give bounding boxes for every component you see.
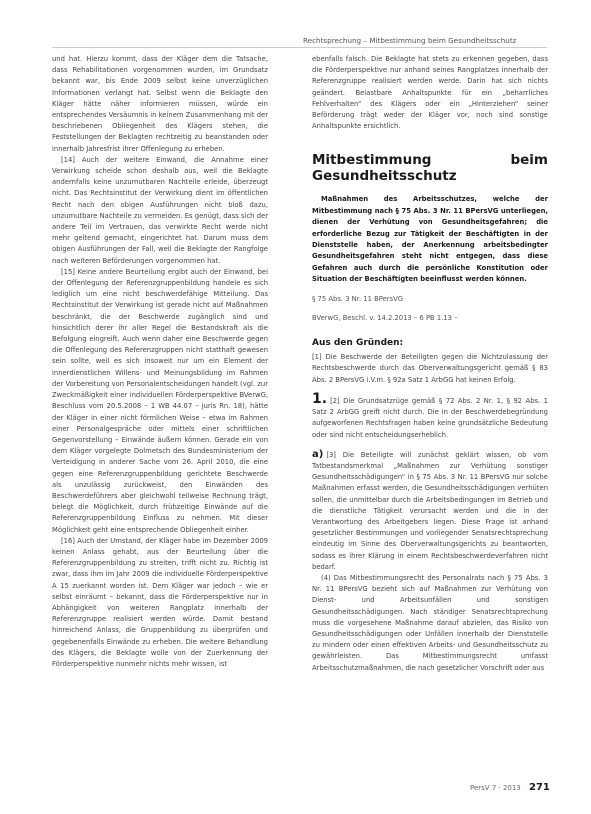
lettered-paragraph xyxy=(312,449,548,573)
paragraph-text: [3] Die Beteiligte will zunächst geklärt wissen, ob vom Tatbestandsmerkmal „Maßnahmen zur Verhütung sonstiger Gesundheitsschädigungen“ in § 75 Abs. 3 Nr. 11 BPersVG nur solche Maßnahmen erfasst werden, die Gesundheitsschädigungen verhüten sollen, die unmittelbar durch die Arbeitsbedingungen im Betrieb und die dienstliche Tätigkeit verursacht werden und die in der Verantwortung des Arbeitgebers liegen. Diese Frage ist anhand gesetzlicher Bestimmungen und vorliegender Senatsrechtsprechung eindeutig im Sinne des Oberverwaltungsgerichts zu beantworten, sodass es ihrer Klärung in einem Rechtsbeschwerdeverfahren nicht bedarf. xyxy=(312,450,548,571)
right-column xyxy=(312,54,548,674)
running-head-separator: – xyxy=(363,36,368,45)
page-footer xyxy=(470,782,550,793)
running-head xyxy=(303,36,543,45)
numbered-paragraph xyxy=(312,390,548,441)
left-column xyxy=(52,54,268,670)
paragraph: (4) Das Mitbestimmungsrecht des Personalrats nach § 75 Abs. 3 Nr. 11 BPersVG bezieht sich auf Maßnahmen zur Verhütung von Dienst- und Arbeitsunfällen und sonstigen Gesundheitsschädigungen. Nach ständiger Senatsrechtsprechung muss die vorgesehene Maßnahme darauf abzielen, das Risiko von Gesundheitsschädigungen oder Unfällen innerhalb der Dienststelle zu mindern oder einen effektiven Arbeits- und Gesundheitsschutz zu gewährleisten. Das Mitbestimmungsrecht umfasst Arbeitsschutzmaßnahmen, die nach gesetzlicher Vorschrift oder aus xyxy=(312,573,548,672)
reasons-heading: Aus den Gründen: xyxy=(312,338,404,349)
running-head-section: Rechtsprechung xyxy=(303,36,362,45)
leitsatz: Maßnahmen des Arbeitsschutzes, welche der Mitbestimmung nach § 75 Abs. 3 Nr. 11 BPersVG unterliegen, dienen der Verhütung von Gesundheitsgefahren; die erforderliche Bezug zur Tätigkeit der Beschäftigten in der Dienststelle haben, der Anerkennung arbeitsbedingter Gesundheitsgefahren steht nicht entgegen, dass diese Gefahren auch durch die persönliche Konstitution oder Situation der Beschäftigten beeinflusst werden können. xyxy=(312,195,548,284)
header-rule xyxy=(52,47,547,48)
paragraph: [1] Die Beschwerde der Beteiligten gegen die Nichtzulassung der Rechtsbeschwerde durch das Oberverwaltungsgericht gemäß § 83 Abs. 2 BPersVG i.V.m. § 92a Satz 1 ArbGG hat keinen Erfolg. xyxy=(312,353,548,384)
paragraph-text: [2] Die Grundsatzrüge gemäß § 72 Abs. 2 Nr. 1, § 92 Abs. 1 Satz 2 ArbGG greift nicht durch. Die in der Beschwerdebegründung aufgeworfenen Rechtsfragen haben keine grundsätzliche Bedeutung oder sind nicht entscheidungserheblich. xyxy=(312,396,548,439)
paragraph: [16] Auch der Umstand, der Kläger habe im Dezember 2009 keinen Anlass gehabt, aus der Beurteilung über die Referenzgruppenbildung zu streiten, trifft nicht zu. Richtig ist zwar, dass ihm im Jahr 2009 die individuelle Förderperspektive A 15 zuerkannt worden ist. Dem Kläger war jedoch – wie er selbst einräumt – bekannt, dass die Förderperspektive nur in Abhängigkeit von weiteren Rangplatz innerhalb der Referenzgruppe realisiert werden würde. Damit bestand hinreichend Anlass, die Gruppenbildung zu überprüfen und gegebenenfalls Einwände zu erheben. Die weitere Behandlung des Klägers, die Beklagte wolle von der Zuerkennung der Förderperspektive nunmehr nichts mehr wissen, ist xyxy=(52,536,268,668)
norm-reference: § 75 Abs. 3 Nr. 11 BPersVG xyxy=(312,294,404,303)
section-letter: a) xyxy=(312,448,324,460)
journal-issue: PersV 7 · 2013 xyxy=(470,784,521,792)
running-head-topic: Mitbestimmung beim Gesundheitsschutz xyxy=(369,36,517,45)
article-headline: Mitbestimmung beim Gesundheitsschutz xyxy=(312,152,548,185)
section-number: 1. xyxy=(312,390,328,407)
paragraph: [14] Auch der weitere Einwand, die Annahme einer Verwirkung scheide schon deshalb aus, weil die Beklagte andernfalls keine unzumutbaren Nachteile erleide, überzeugt nicht. Das Rechtsinstitut der Verwirkung dient im öffentlichen Recht nach den obigen Ausführungen nicht bloß dazu, unzumutbare Nachteile zu vermeiden. Es genügt, dass sich der andere Teil im Vertrauen, das verwirkte Recht werde nicht mehr geltend gemacht, eingerichtet hat. Darum muss dem obigen Ausführungen der Fall, weil die Beklagte der Rangfolge nach weiteren Beförderungen vorgenommen hat. xyxy=(52,155,268,265)
paragraph: und hat. Hierzu kommt, dass der Kläger dem die Tatsache, dass Rehabilitationen vorgenommen wurden, im Grundsatz bekannt war, bis Ende 2009 selbst keine unverzüglichen Informationen verlangt hat. Selbst wenn die Beklagte den Kläger hätte näher informieren müssen, würde ein entsprechendes Versäumnis in keinem Zusammenhang mit der beschriebenen Obliegenheit des Klägers stehen, die Feststellungen der Beklagten rechtzeitig zu beanstanden oder innerhalb Jahresfrist ihrer Offenlegung zu erheben. xyxy=(52,55,268,153)
court-citation: BVerwG, Beschl. v. 14.2.2013 – 6 PB 1.13 – xyxy=(312,313,458,322)
paragraph: ebenfalls falsch. Die Beklagte hat stets zu erkennen gegeben, dass die Förderperspektive nur anhand seines Rangplatzes innerhalb der Referenzgruppe realisiert werden werde. Darin hat sich nichts geändert. Belastbare Anhaltspunkte für ein „beharrliches Fehlverhalten“ des Klägers oder ein „Hinterziehen“ seiner Beförderung trägt weder der Kläger vor, noch sind sonstige Anhaltspunkte ersichtlich. xyxy=(312,55,548,131)
page-number: 271 xyxy=(529,782,550,793)
paragraph: [15] Keine andere Beurteilung ergibt auch der Einwand, bei der Offenlegung der Referenzgruppenbildung handele es sich lediglich um eine nicht beschwerdefähige Mitteilung. Das Rechtsinstitut der Verwirkung ist gerade nicht auf Maßnahmen beschränkt, die der Beschwerde zugänglich sind und hinsichtlich derer ihr aller Regel die Bestandskraft als die Befolgung eingreift. Auch wenn daher eine Beschwerde gegen die Offenlegung des Referenzgruppen nicht statthaft gewesen sein sollte, weil es sich insoweit nur um ein Element der innerdienstlichen Willens- und Meinungsbildung im Rahmen der Vorbereitung von Personalentscheidungen handelt (vgl. zur Zweckmäßigkeit einer individuellen Förderperspektive BVerwG, Beschluss vom 20.5.2008 – 1 WB 44.07 – juris Rn. 18), hätte der Kläger in einer nicht förmlichen Weise – etwa im Rahmen einer Personalgespräche oder mittels einer schriftlichen Gegenvorstellung – Einwände äußern können. Gerade ein von dem Kläger vorgelegte Dolmetsch des Bundesministerium der Verteidigung in anderer Sache vom 26. April 2010, die eine gegen eine Referenzgruppenbildung gerichtete Beschwerde als unzulässig zurückweist, den Einwänden des Beschwerdeführers aber gleichwohl teilweise Rechnung trägt, belegt die Möglichkeit, durch frühzeitige Einwände auf die Referenzgruppenbildung Einfluss zu nehmen. Mit dieser Möglichkeit geht eine entsprechende Obliegenheit einher. xyxy=(52,267,268,534)
